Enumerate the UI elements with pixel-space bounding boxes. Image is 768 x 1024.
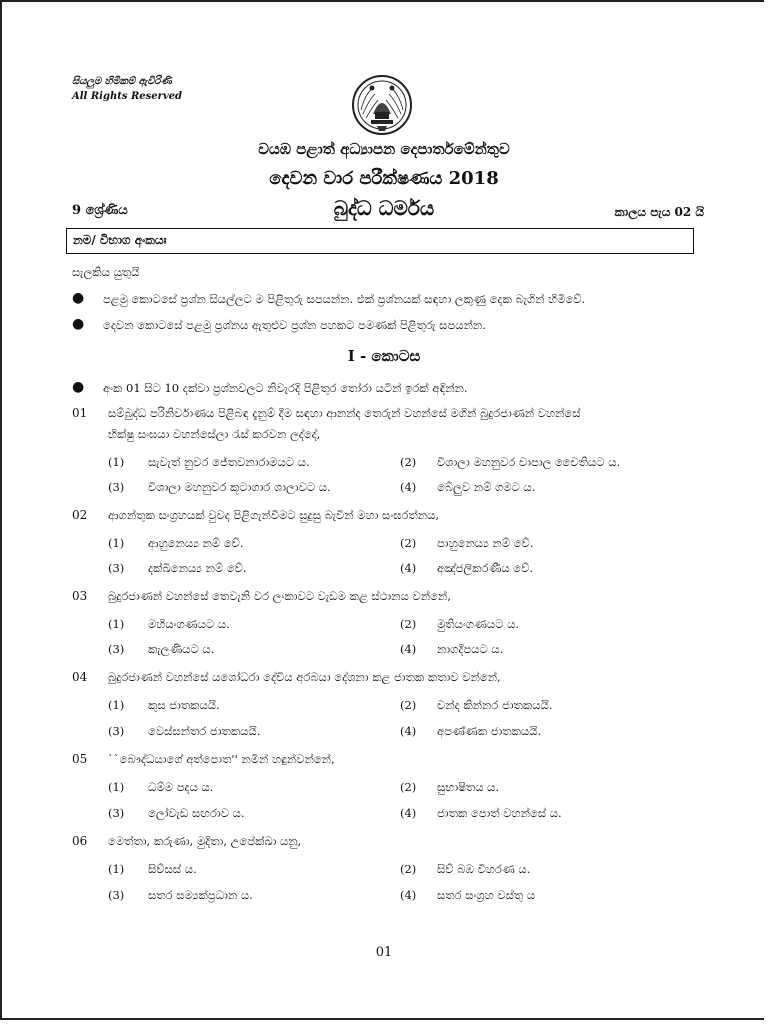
question-text: සම්බුද්ධ පරිනිර්වාණය පිළිබඳ දැනුම් දීම සඳහා ආනන්ද තෙරුන් වහන්සේ මගින් බුදුරජාණන් වහන්සේ [108, 406, 581, 420]
bullet-icon: ● [72, 290, 85, 306]
option-text[interactable]: විශාලා මහනුවර කූටාගාර ශාලාවට ය. [148, 480, 331, 494]
option-text[interactable]: මහියංගණයට ය. [148, 617, 230, 631]
option-number: (2) [400, 862, 417, 876]
question-text: මෙත්තා, කරුණා, මුදිතා, උපේක්ඛා යනු, [108, 834, 302, 848]
option-number: (3) [108, 888, 125, 902]
option-text[interactable]: වෙස්සන්තර ජාතකයයි. [148, 724, 261, 738]
part1-instruction: අංක 01 සිට 10 දක්වා ප්‍රශ්නවලට නිවැරදි පිළිතුර තෝරා යටින් ඉරක් අඳින්න. [103, 381, 468, 395]
option-text[interactable]: මුතියංගණයට ය. [437, 617, 520, 631]
question-number: 01 [72, 406, 88, 420]
option-number: (1) [108, 455, 125, 469]
bullet-icon: ● [72, 379, 85, 395]
rights-notice [72, 74, 182, 104]
question-text: බුදුරජාණන් වහන්සේ යශෝධරා දේවිය අරබයා දේශනා කළ ජාතක කතාව වන්නේ, [108, 670, 501, 684]
page-number: 01 [375, 945, 393, 960]
option-number: (3) [108, 561, 125, 575]
option-number: (2) [400, 617, 417, 631]
option-number: (2) [400, 698, 417, 712]
option-number: (2) [400, 455, 417, 469]
option-number: (1) [108, 536, 125, 550]
instruction-item: පළමු කොටසේ ප්‍රශ්න සියල්ලට ම පිළිතුරු සපයන්න. එක් ප්‍රශ්නයක් සඳහා ලකුණු දෙක බැගින් හිමිවේ. [103, 292, 586, 306]
option-text[interactable]: සිව් බඹ විහරණ ය. [437, 862, 531, 876]
option-text[interactable]: ධම්ම පදය ය. [148, 780, 214, 794]
question-text: භික්ෂු සංඝයා වහන්සේලා රැස් කරවන ලද්දේ, [108, 427, 321, 441]
option-number: (3) [108, 480, 125, 494]
option-number: (4) [400, 806, 417, 820]
question-number: 04 [72, 670, 88, 684]
option-number: (1) [108, 617, 125, 631]
option-text[interactable]: චන්ද කින්නර ජාතකයයි. [437, 698, 553, 712]
instructions-heading: සැලකිය යුතුයි [72, 265, 140, 279]
option-text[interactable]: සතර සම්‍යක්ප්‍රධාන ය. [148, 888, 253, 902]
option-number: (4) [400, 480, 417, 494]
bullet-icon: ● [72, 316, 85, 332]
option-number: (3) [108, 724, 125, 738]
instruction-item: දෙවන කොටසේ පළමු ප්‍රශ්නය ඇතුළුව ප්‍රශ්න පහකට පමණක් පිළිතුරු සපයන්න. [103, 318, 486, 332]
option-number: (1) [108, 862, 125, 876]
option-text[interactable]: පාහුනෙය්‍ය නම් වේ. [437, 536, 534, 550]
option-number: (4) [400, 642, 417, 656]
question-number: 03 [72, 589, 88, 603]
question-number: 05 [72, 752, 88, 766]
option-number: (3) [108, 806, 125, 820]
option-number: (2) [400, 780, 417, 794]
name-index-label: නම/ විභාග අංකයඃ [73, 233, 167, 247]
option-text[interactable]: කුස ජාතකයයි. [148, 698, 220, 712]
option-number: (3) [108, 642, 125, 656]
question-number: 06 [72, 834, 88, 848]
option-text[interactable]: ආහුනෙය්‍ය නම් වේ. [148, 536, 244, 550]
option-text[interactable]: අඤ්ජලිකරණීය වේ. [437, 561, 534, 575]
name-index-field[interactable] [66, 228, 694, 254]
option-number: (2) [400, 536, 417, 550]
option-text[interactable]: කැලණියට ය. [148, 642, 215, 656]
option-number: (4) [400, 724, 417, 738]
option-text[interactable]: සිව්සස් ය. [148, 862, 197, 876]
rights-sinhala: සියලුම හිමිකම් ඇවිරිණි [72, 76, 172, 87]
option-text[interactable]: සුභාෂිතය ය. [437, 780, 500, 794]
option-text[interactable]: සැවැත් නුවර ජේතවනාරාමයට ය. [148, 455, 310, 469]
subject-title: බුද්ධ ධර්මය [333, 196, 435, 220]
option-text[interactable]: අපණ්ණක ජාතකයයි. [437, 724, 542, 738]
option-text[interactable]: බේලුව නම් ගමට ය. [437, 480, 536, 494]
option-number: (4) [400, 561, 417, 575]
emblem-icon [351, 74, 413, 136]
part1-title: I - කොටස [347, 347, 421, 365]
exam-title: දෙවන වාර පරීක්ෂණය 2018 [269, 168, 499, 189]
option-number: (1) [108, 698, 125, 712]
option-text[interactable]: ලෝවැඩ සඟරාව ය. [148, 806, 245, 820]
rights-english: All Rights Reserved [72, 91, 183, 102]
option-number: (1) [108, 780, 125, 794]
option-number: (4) [400, 888, 417, 902]
option-text[interactable]: සතර සංග්‍රහ වස්තු ය [437, 888, 536, 902]
option-text[interactable]: විශාලා මහනුවර චාපාල චෛතියට ය. [437, 455, 621, 469]
question-text: බුදුරජාණන් වහන්සේ තෙවැනි වර ලංකාවට වැඩම කළ ස්ථානය වන්නේ, [108, 589, 451, 603]
option-text[interactable]: දක්ඛිනෙය්‍ය නම් වේ. [148, 561, 247, 575]
grade-label: 9 ශ්‍රේණිය [72, 203, 128, 218]
question-text: ``බෞද්ධයාගේ අත්පොත'' නමින් හඳුන්වන්නේ, [108, 752, 335, 766]
question-text: ආගන්තුක සංග්‍රහයක් වුවද පිළිගැන්වීමට සුදුසු බැවින් මහා සංඝරත්නය, [108, 508, 440, 522]
time-label: කාලය පැය 02 යි [614, 205, 704, 219]
question-number: 02 [72, 508, 88, 522]
option-text[interactable]: ජාතක පොත් වහන්සේ ය. [437, 806, 562, 820]
department-name: වයඹ පළාත් අධ්‍යාපන දෙපාර්තමේන්තුව [258, 140, 510, 158]
option-text[interactable]: නාගදීපයට ය. [437, 642, 504, 656]
